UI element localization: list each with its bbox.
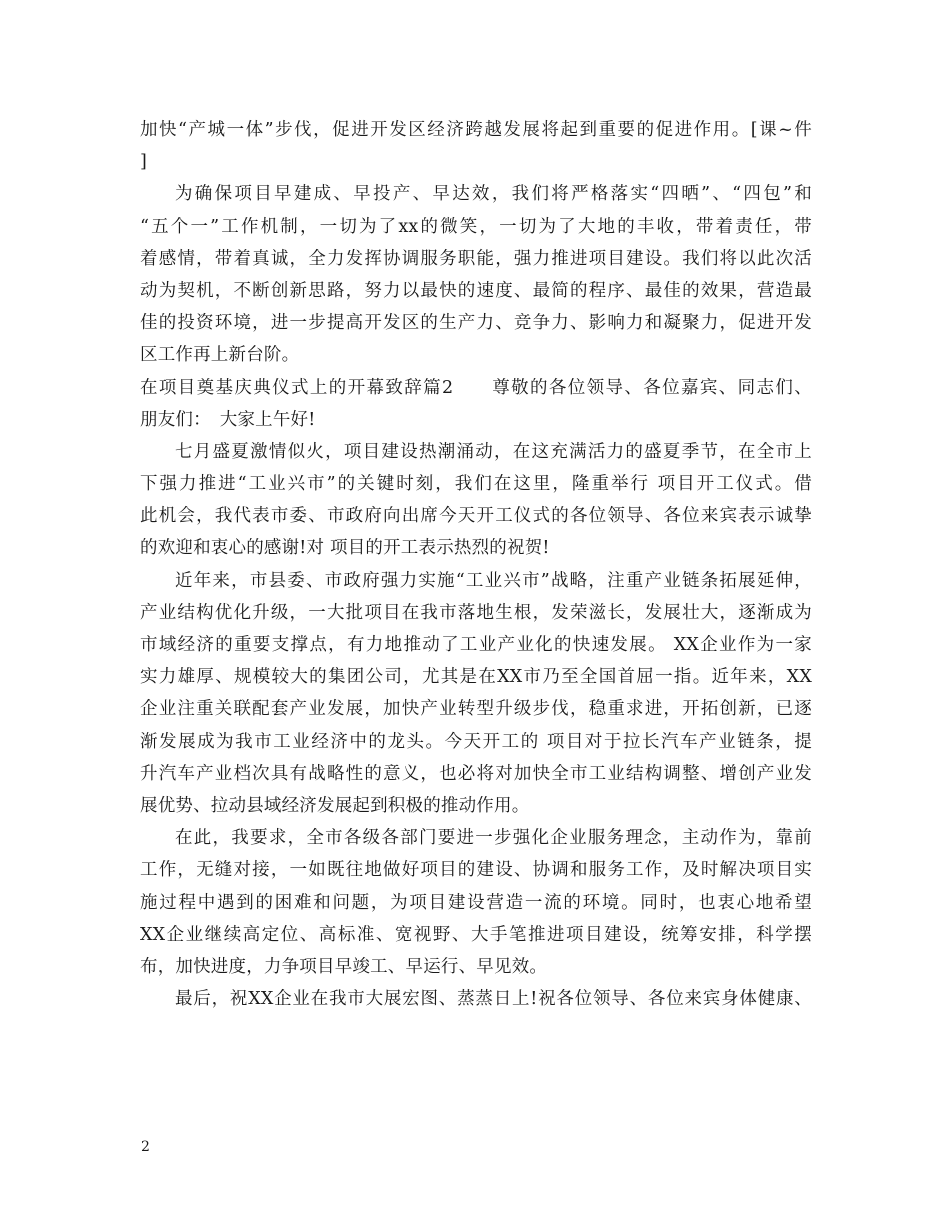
text-line: 此机会，我代表市委、市政府向出席今天开工仪式的各位领导、各位来宾表示诚挚 [140, 506, 812, 527]
paragraph [140, 372, 812, 436]
paragraph [140, 983, 812, 1015]
text-line: 布，加快进度，力争项目早竣工、早运行、早见效。 [140, 956, 548, 977]
text-line: 在项目奠基庆典仪式上的开幕致辞篇2 尊敬的各位领导、各位嘉宾、同志们、 [140, 377, 812, 398]
text-line: 企业注重关联配套产业发展，加快产业转型升级步伐，稳重求进，开拓创新，已逐 [140, 699, 812, 720]
text-line: 升汽车产业档次具有战略性的意义，也必将对加快全市工业结构调整、增创产业发 [140, 763, 812, 784]
page-number: 2 [141, 1139, 150, 1155]
text-line: 着感情，带着真诚，全力发挥协调服务职能，强力推进项目建设。我们将以此次活 [140, 248, 812, 269]
text-line: 实力雄厚、规模较大的集团公司，尤其是在XX市乃至全国首屈一指。近年来，XX [140, 667, 812, 688]
text-line: 渐发展成为我市工业经济中的龙头。今天开工的 项目对于拉长汽车产业链条，提 [140, 731, 812, 752]
text-line: 在此，我要求，全市各级各部门要进一步强化企业服务理念，主动作为，靠前 [175, 828, 812, 849]
text-line: 为确保项目早建成、早投产、早达效，我们将严格落实“四晒”、“四包”和 [175, 184, 812, 205]
text-line: 七月盛夏激情似火，项目建设热潮涌动，在这充满活力的盛夏季节，在全市上 [175, 441, 812, 462]
paragraph [140, 114, 812, 178]
paragraph [140, 178, 812, 371]
text-line: 动为契机，不断创新思路，努力以最快的速度、最简的程序、最佳的效果，营造最 [140, 280, 812, 301]
paragraph [140, 565, 812, 823]
body-text [140, 114, 812, 1015]
text-line: 近年来，市县委、市政府强力实施“工业兴市”战略，注重产业链条拓展延伸， [175, 570, 812, 591]
text-line: ] [140, 152, 148, 173]
text-line: XX企业继续高定位、高标准、宽视野、大手笔推进项目建设，统筹安排，科学摆 [140, 924, 812, 945]
text-line: 工作，无缝对接，一如既往地做好项目的建设、协调和服务工作，及时解决项目实 [140, 860, 812, 881]
text-line: “五个一”工作机制，一切为了xx的微笑，一切为了大地的丰收，带着责任，带 [140, 216, 812, 237]
text-line: 佳的投资环境，进一步提高开发区的生产力、竞争力、影响力和凝聚力，促进开发 [140, 313, 812, 334]
text-line: 市域经济的重要支撑点，有力地推动了工业产业化的快速发展。 XX企业作为一家 [140, 635, 812, 655]
text-line: 的欢迎和衷心的感谢!对 项目的开工表示热烈的祝贺! [140, 538, 550, 559]
text-line: 展优势、拉动县域经济发展起到积极的推动作用。 [140, 795, 530, 816]
text-line: 区工作再上新台阶。 [140, 345, 300, 366]
text-line: 加快“产城一体”步伐，促进开发区经济跨越发展将起到重要的促进作用。[课~件 [140, 120, 812, 140]
paragraph [140, 436, 812, 565]
paragraph [140, 822, 812, 983]
text-line: 下强力推进“工业兴市”的关键时刻，我们在这里，隆重举行 项目开工仪式。借 [140, 474, 812, 495]
text-line: 施过程中遇到的困难和问题，为项目建设营造一流的环境。同时，也衷心地希望 [140, 892, 812, 913]
text-line: 朋友们： 大家上午好! [140, 409, 316, 430]
text-line: 最后，祝XX企业在我市大展宏图、蒸蒸日上!祝各位领导、各位来宾身体健康、 [175, 989, 812, 1010]
text-line: 产业结构优化升级，一大批项目在我市落地生根，发荣滋长，发展壮大，逐渐成为 [140, 602, 812, 623]
